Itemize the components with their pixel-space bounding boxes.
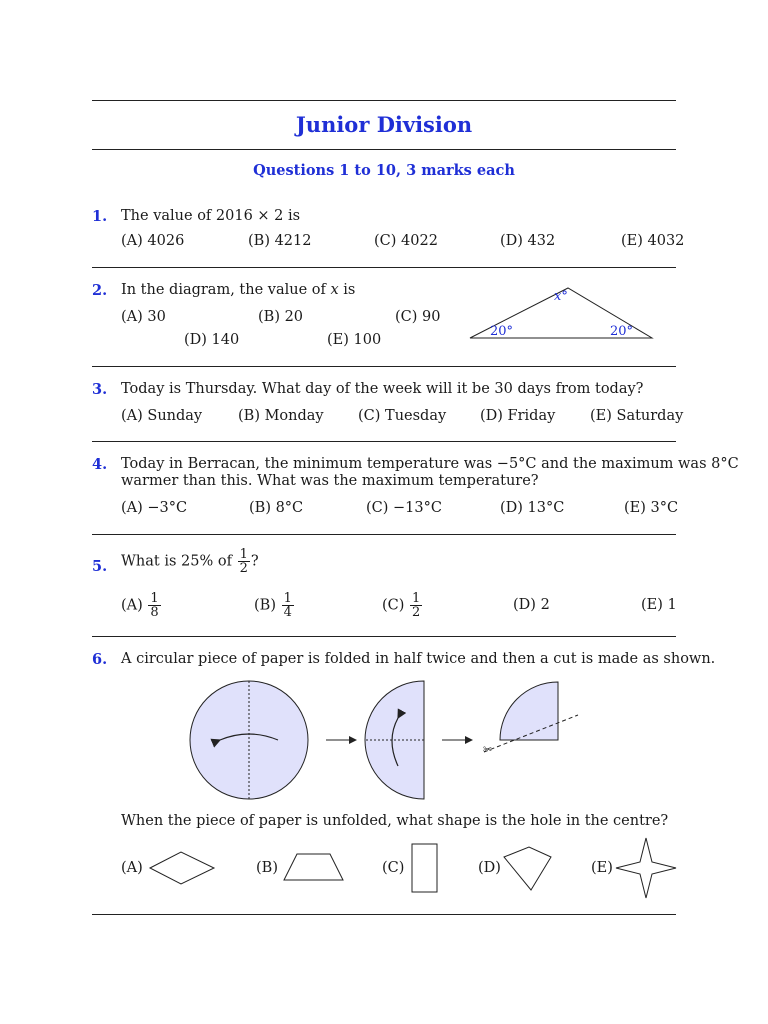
option-e — [641, 597, 677, 613]
four-point-star-icon — [614, 836, 678, 900]
option-fraction — [410, 592, 422, 619]
question-number: 6. — [92, 651, 108, 668]
option-value: 2 — [540, 597, 550, 613]
folding-diagram — [180, 680, 600, 820]
option-label: (B) — [254, 597, 276, 614]
option-label: (A) — [121, 597, 143, 614]
section-subtitle: Questions 1 to 10, 3 marks each — [253, 162, 515, 179]
option-e: (E) 4032 — [621, 233, 685, 249]
option-label: (D) — [513, 597, 536, 613]
question-number: 5. — [92, 558, 108, 575]
fraction-denominator: 2 — [412, 605, 421, 620]
option-e: (E) — [591, 860, 613, 876]
rhombus-icon — [148, 850, 218, 886]
fraction-numerator: 1 — [150, 591, 159, 606]
option-label: (E) — [641, 597, 663, 613]
fraction-one-half — [238, 548, 250, 575]
option-e: (E) 3°C — [624, 500, 679, 516]
option-e: (E) Saturday — [590, 408, 684, 424]
divider-q3 — [92, 441, 676, 442]
rectangle-icon — [411, 843, 441, 895]
variable-x: x — [330, 282, 339, 298]
option-b — [254, 592, 295, 619]
triangle-diagram — [466, 282, 666, 342]
divider-q6 — [92, 914, 676, 915]
divider-q2 — [92, 366, 676, 367]
option-c: (C) 4022 — [374, 233, 438, 249]
option-a: (A) — [121, 860, 143, 876]
fraction-denominator: 4 — [283, 605, 292, 620]
question-text: Today is Thursday. What day of the week will it be 30 days from today? — [121, 381, 644, 397]
option-label: (C) — [382, 597, 405, 614]
angle-label-top: x° — [554, 289, 568, 304]
option-c: (C) −13°C — [366, 500, 442, 516]
option-b: (B) 8°C — [249, 500, 304, 516]
question-text-end: ? — [250, 553, 259, 570]
question-text-line-2: warmer than this. What was the maximum temperature? — [121, 473, 539, 489]
option-b: (B) — [256, 860, 278, 876]
option-c — [382, 592, 423, 619]
divider-q5 — [92, 636, 676, 637]
angle-label-left: 20° — [490, 324, 514, 339]
angle-label-right: 20° — [610, 324, 634, 339]
option-a — [121, 592, 162, 619]
header-bottom-rule — [92, 149, 676, 150]
question-text — [121, 282, 355, 298]
option-c: (C) 90 — [395, 309, 441, 325]
fraction-denominator: 2 — [239, 561, 248, 576]
fraction-numerator: 1 — [412, 591, 421, 606]
scissors-icon: ✂ — [483, 743, 493, 756]
option-fraction — [282, 592, 294, 619]
page-title: Junior Division — [295, 112, 473, 137]
option-a: (A) 4026 — [121, 233, 185, 249]
option-d — [513, 597, 550, 613]
trapezium-icon — [282, 851, 348, 885]
option-c: (C) Tuesday — [358, 408, 447, 424]
option-d: (D) — [478, 860, 501, 876]
quarter-circle-paper-fill — [500, 682, 558, 740]
divider-q4 — [92, 534, 676, 535]
option-a: (A) Sunday — [121, 408, 203, 424]
header-top-rule — [92, 100, 676, 101]
fraction-numerator: 1 — [283, 591, 292, 606]
fraction-numerator: 1 — [239, 547, 248, 562]
option-d: (D) 140 — [184, 332, 240, 348]
option-b: (B) 4212 — [248, 233, 312, 249]
question-text-end: is — [338, 282, 356, 298]
question-text — [121, 548, 259, 575]
question-number: 4. — [92, 456, 108, 473]
option-d: (D) 432 — [500, 233, 556, 249]
question-number: 3. — [92, 381, 108, 398]
option-value: 1 — [667, 597, 677, 613]
option-fraction — [148, 592, 160, 619]
question-text: The value of 2016 × 2 is — [121, 208, 301, 224]
divider-q1 — [92, 267, 676, 268]
question-number: 2. — [92, 282, 108, 299]
option-c: (C) — [382, 860, 405, 876]
question-text-start: What is 25% of — [121, 553, 232, 570]
option-d: (D) Friday — [480, 408, 556, 424]
option-a: (A) 30 — [121, 309, 166, 325]
question-number: 1. — [92, 208, 108, 225]
option-b: (B) Monday — [238, 408, 324, 424]
question-followup: When the piece of paper is unfolded, what shape is the hole in the centre? — [121, 813, 669, 829]
option-b: (B) 20 — [258, 309, 304, 325]
option-e: (E) 100 — [327, 332, 382, 348]
question-text-line-1: Today in Berracan, the minimum temperature was −5°C and the maximum was 8°C — [121, 456, 739, 472]
option-d: (D) 13°C — [500, 500, 565, 516]
question-text-start: In the diagram, the value of — [121, 282, 331, 298]
kite-icon — [503, 845, 559, 893]
option-a: (A) −3°C — [121, 500, 188, 516]
question-text: A circular piece of paper is folded in half twice and then a cut is made as shown. — [121, 651, 716, 667]
fraction-denominator: 8 — [150, 605, 159, 620]
